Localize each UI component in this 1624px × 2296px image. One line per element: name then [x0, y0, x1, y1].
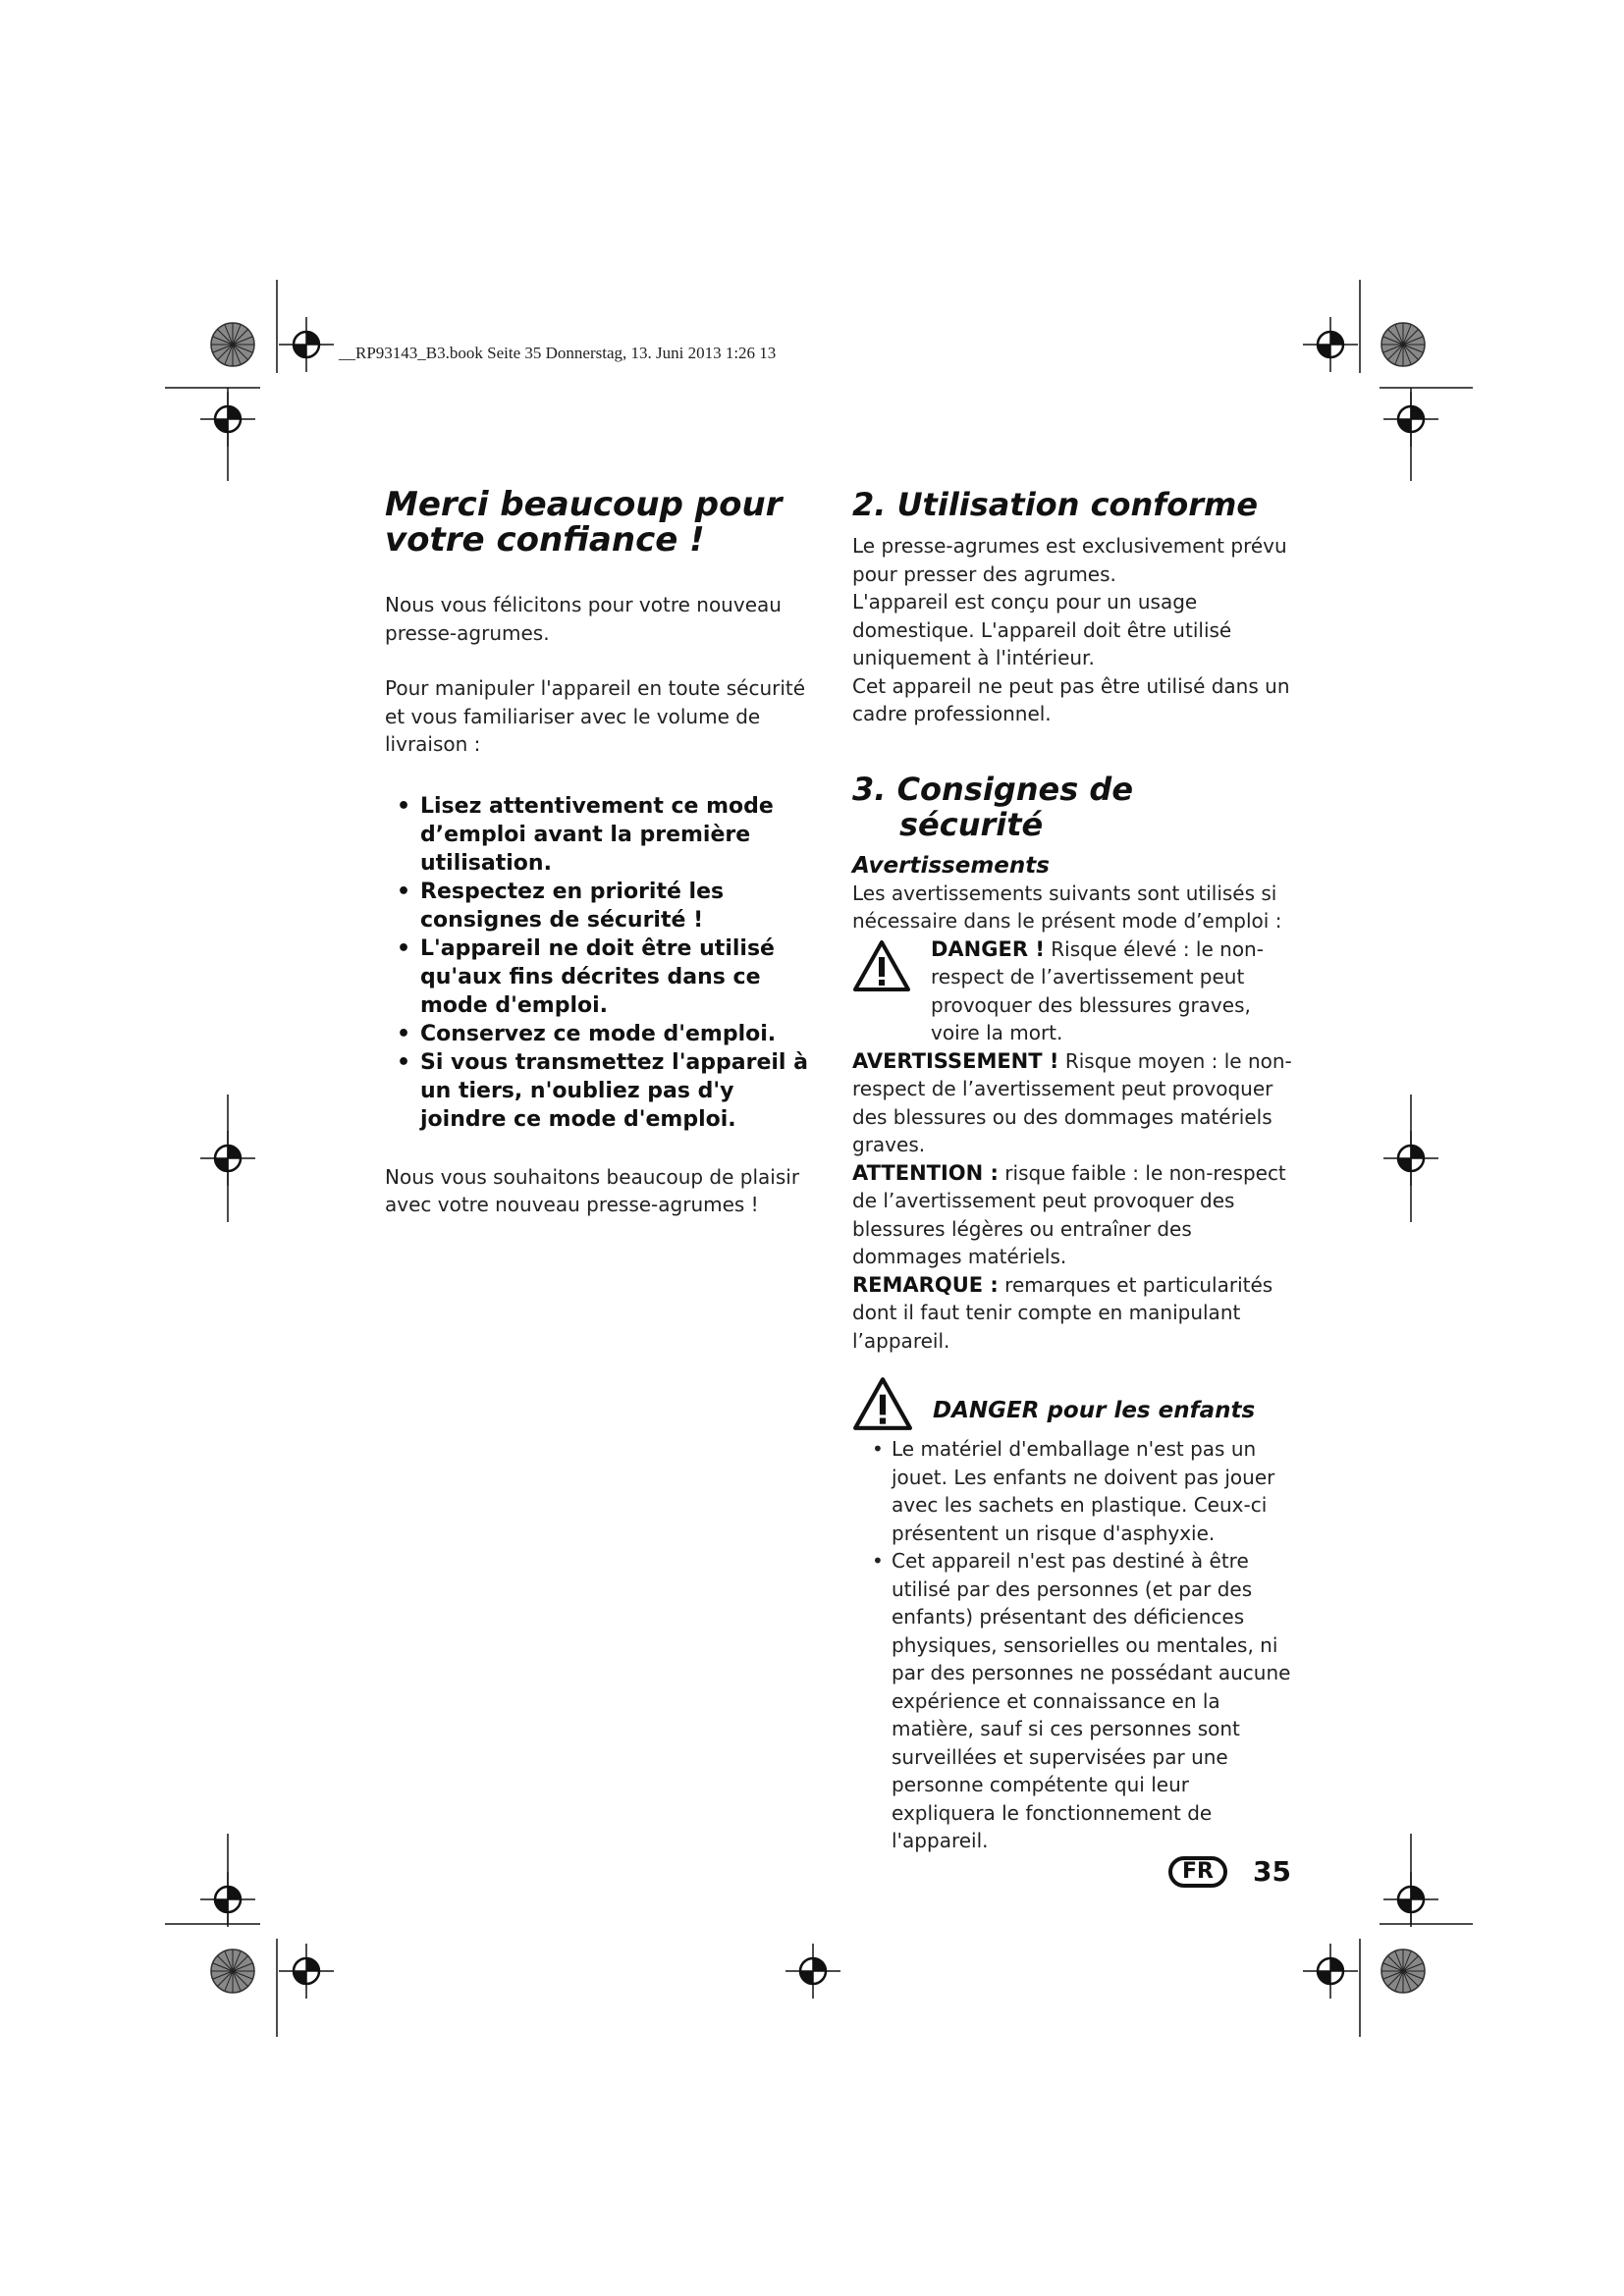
thanks-title [385, 487, 827, 558]
attention-text: risque faible : le non-respect de l’avertissement peut provoquer des blessures légères ou entraîner des dommages matériels. [852, 1160, 1286, 1268]
s2-paragraph-1: Le presse-agrumes est exclusivement prévu pour presser des agrumes. [852, 534, 1287, 586]
thanks-title-line2: votre confiance ! [385, 520, 705, 560]
section-3-title [852, 772, 1299, 842]
left-column [385, 487, 827, 1219]
avertissement-label: AVERTISSEMENT ! [852, 1048, 1059, 1073]
warning-triangle-icon [852, 1376, 933, 1435]
warnings-intro: Les avertissements suivants sont utilisés si nécessaire dans le présent mode d’emploi : [852, 881, 1282, 933]
list-item: • Si vous transmettez l'appareil à un tiers, n'oubliez pas d'y joindre ce mode d'emploi. [385, 1048, 827, 1134]
warning-triangle-icon [852, 935, 931, 996]
section-3-title-line1: 3. Consignes de [852, 770, 1134, 808]
closing-paragraph: Nous vous souhaitons beaucoup de plaisir avec votre nouveau presse-agrumes ! [385, 1164, 800, 1216]
remarque-text: remarques et particularités dont il faut tenir compte en manipulant l’appareil. [852, 1272, 1273, 1353]
danger-label: DANGER ! [931, 936, 1045, 961]
children-danger-header [852, 1376, 1299, 1435]
list-item: • Lisez attentivement ce mode d’emploi avant la première utilisation. [385, 792, 827, 878]
right-column [852, 487, 1299, 1855]
list-item: • Conservez ce mode d'emploi. [385, 1020, 827, 1048]
language-badge: FR [1168, 1856, 1227, 1888]
s2-paragraph-2: L'appareil est conçu pour un usage domestique. L'appareil doit être utilisé uniquement à l'intérieur. [852, 590, 1232, 669]
page-number: 35 [1253, 1855, 1291, 1888]
s2-paragraph-3: Cet appareil ne peut pas être utilisé dans un cadre professionnel. [852, 673, 1290, 725]
section-2-title: 2. Utilisation conforme [852, 486, 1259, 523]
children-danger-heading: DANGER pour les enfants [933, 1398, 1256, 1423]
list-item: • Le matériel d'emballage n'est pas un jouet. Les enfants ne doivent pas jouer avec les sachets en plastique. Ceux-ci présentent un risque d'asphyxie. [852, 1435, 1299, 1547]
children-danger-list [852, 1435, 1299, 1855]
list-item: • L'appareil ne doit être utilisé qu'aux fins décrites dans ce mode d'emploi. [385, 934, 827, 1020]
danger-text: Risque élevé : le non-respect de l’avertissement peut provoquer des blessures graves, voire la mort. [931, 936, 1264, 1044]
intro-paragraph-2: Pour manipuler l'appareil en toute sécurité et vous familiariser avec le volume de livraison : [385, 676, 806, 756]
intro-paragraph: Nous vous félicitons pour votre nouveau presse-agrumes. [385, 593, 782, 645]
print-file-info: __RP93143_B3.book Seite 35 Donnerstag, 13. Juni 2013 1:26 13 [339, 344, 777, 362]
avertissement-text: Risque moyen : le non-respect de l’avertissement peut provoquer des blessures ou des dommages matériels graves. [852, 1048, 1292, 1156]
section-3-title-line2: sécurité [899, 805, 1044, 843]
danger-block [852, 935, 1299, 1047]
page-footer [1168, 1855, 1291, 1888]
list-item: • Cet appareil n'est pas destiné à être utilisé par des personnes (et par des enfants) présentant des déficiences physiques, sensorielles ou mentales, ni par des personnes ne possédant aucune expérience et connaissance en la matière, sauf si ces personnes sont surveillées et supervisées par une personne compétente qui leur expliquera le fonctionnement de l'appareil. [852, 1547, 1299, 1855]
remarque-label: REMARQUE : [852, 1272, 999, 1297]
attention-label: ATTENTION : [852, 1160, 999, 1185]
instructions-list [385, 792, 827, 1134]
thanks-title-line1: Merci beaucoup pour [385, 485, 783, 524]
warnings-heading: Avertissements [852, 852, 1050, 879]
list-item: • Respectez en priorité les consignes de sécurité ! [385, 878, 827, 934]
